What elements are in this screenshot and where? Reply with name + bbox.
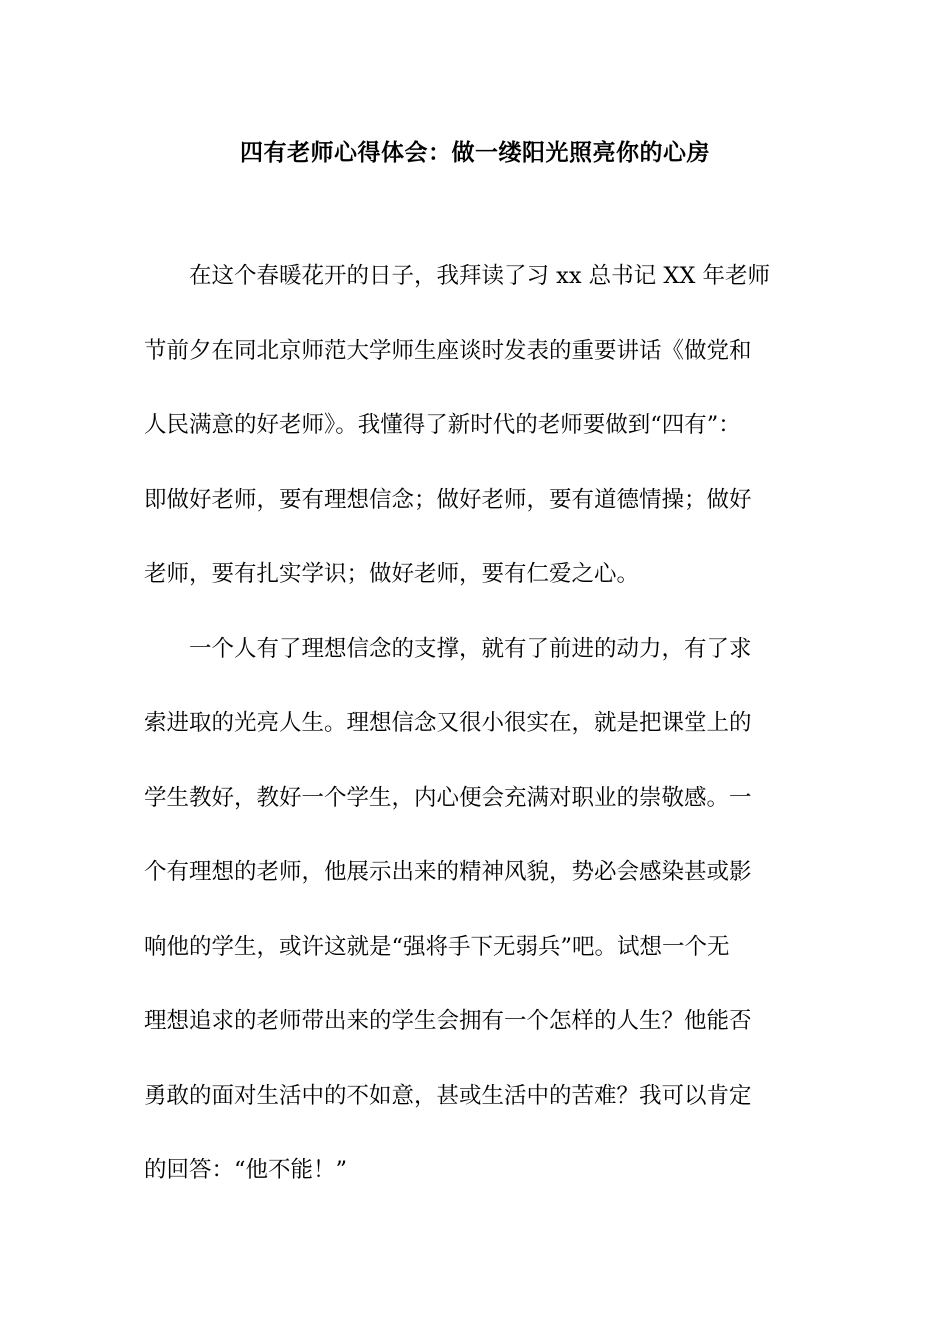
text-line: 理想追求的老师带出来的学生会拥有一个怎样的人生？他能否 xyxy=(144,1008,752,1034)
text-line: 勇敢的面对生活中的不如意，甚或生活中的苦难？我可以肯定 xyxy=(144,1082,752,1109)
text-line: 在这个春暖花开的日子，我拜读了习 xx 总书记 XX 年老师 xyxy=(144,263,771,289)
text-line: 响他的学生，或许这就是“强将手下无弱兵”吧。试想一个无 xyxy=(144,933,730,960)
document-body xyxy=(144,254,808,1223)
text-line: 的回答：“他不能！” xyxy=(144,1157,348,1183)
text-line: 老师，要有扎实学识；做好老师，要有仁爱之心。 xyxy=(144,561,640,587)
text-line: 节前夕在同北京师范大学师生座谈时发表的重要讲话《做党和 xyxy=(144,337,752,364)
text-line: 学生教好，教好一个学生，内心便会充满对职业的崇敬感。一 xyxy=(144,784,752,811)
text-line: 一个人有了理想信念的支撑，就有了前进的动力，有了求 xyxy=(144,635,752,662)
text-line: 索进取的光亮人生。理想信念又很小很实在，就是把课堂上的 xyxy=(144,710,752,736)
text-line: 个有理想的老师，他展示出来的精神风貌，势必会感染甚或影 xyxy=(144,859,752,885)
text-line: 即做好老师，要有理想信念；做好老师，要有道德情操；做好 xyxy=(144,486,752,513)
text-line: 人民满意的好老师》。我懂得了新时代的老师要做到“四有”： xyxy=(144,412,741,438)
document-title: 四有老师心得体会：做一缕阳光照亮你的心房 xyxy=(240,139,710,166)
